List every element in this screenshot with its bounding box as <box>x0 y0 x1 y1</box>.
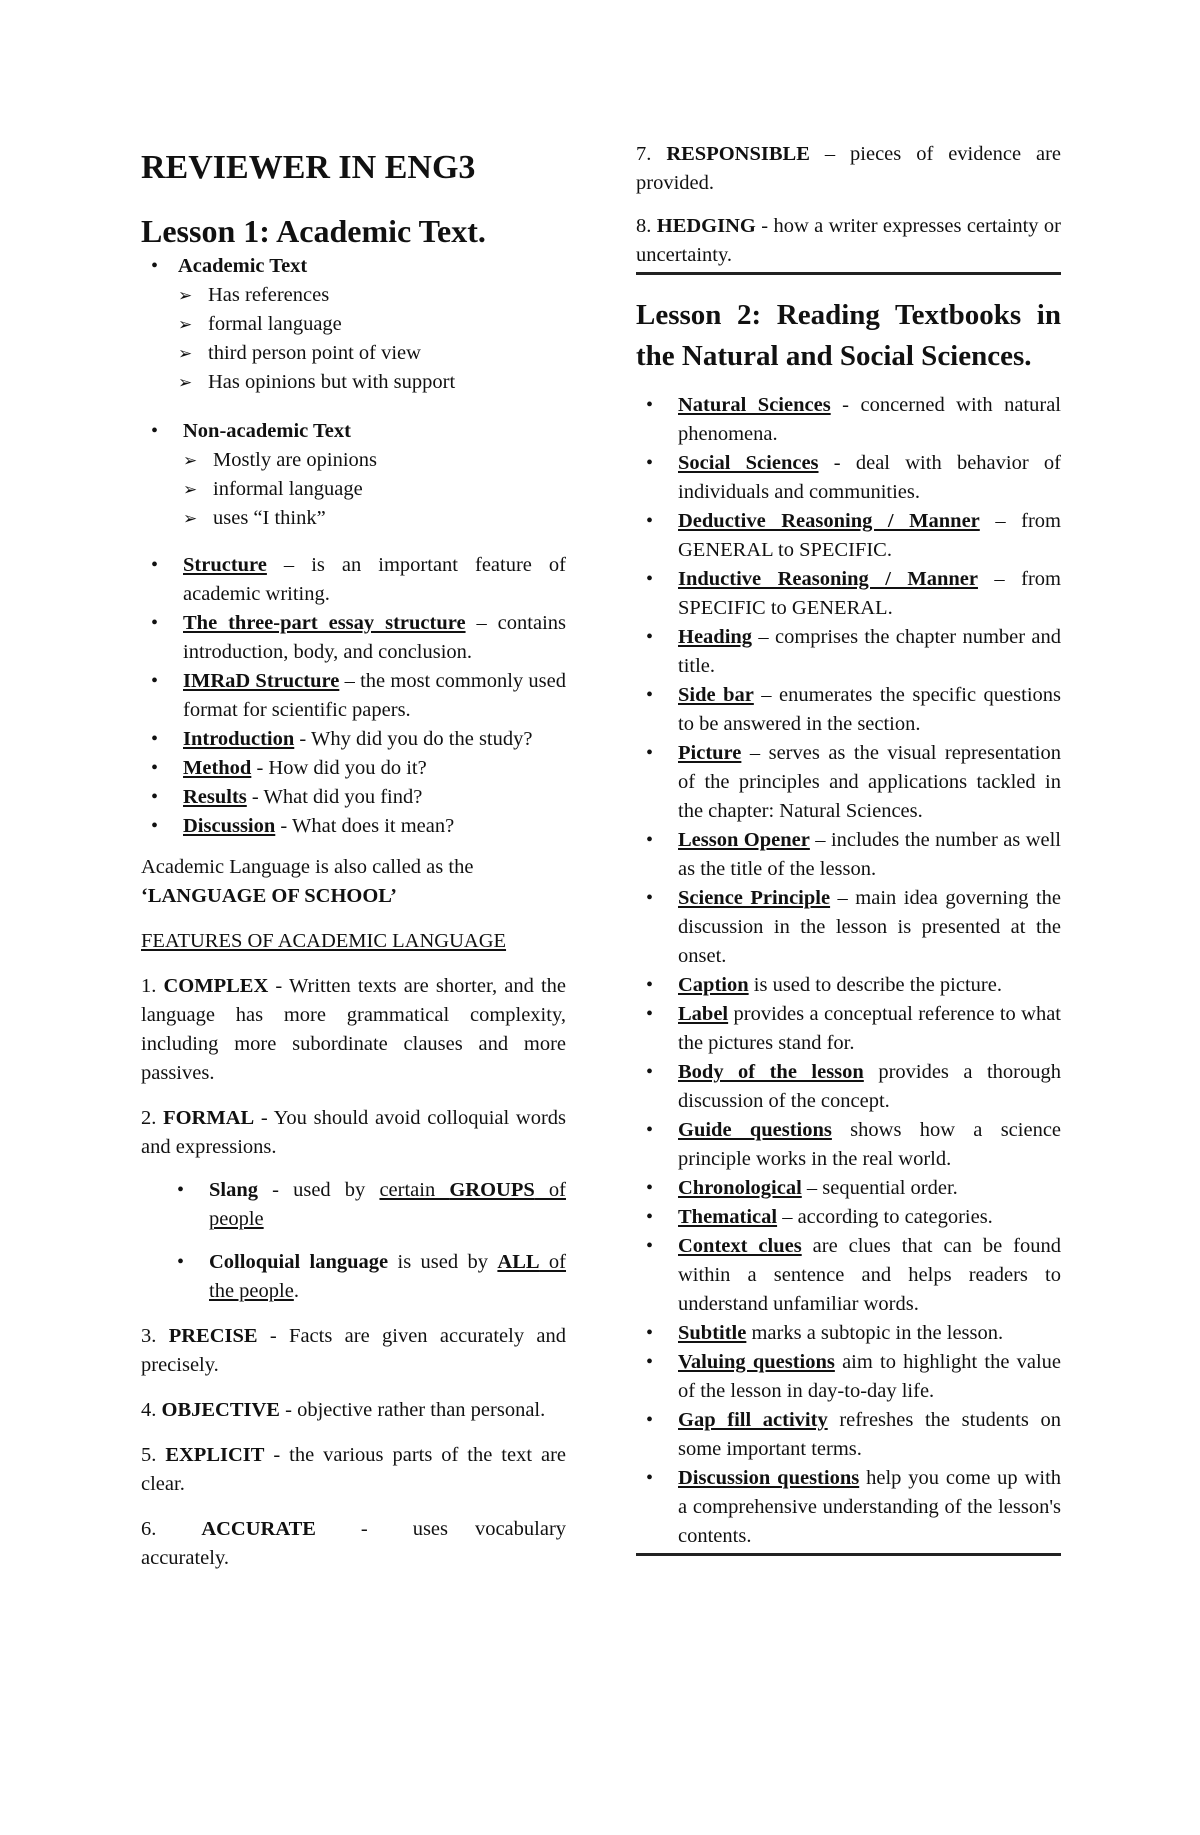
term-separator: – <box>809 829 831 851</box>
academic-text-label: Academic Text <box>178 255 308 277</box>
term-label: Natural Sciences <box>678 394 831 416</box>
list-item <box>636 971 1061 1000</box>
list-item <box>141 783 566 812</box>
feature-separator: - <box>257 1325 290 1347</box>
term-label: Discussion <box>183 815 276 837</box>
feature-definition: objective rather than personal. <box>297 1399 546 1421</box>
term-separator: - <box>294 728 311 750</box>
term-separator <box>832 1119 850 1141</box>
term-separator <box>802 1235 813 1257</box>
term-label: Inductive Reasoning / Manner <box>678 568 978 590</box>
term-definition: are clues that can be found within a sentence and helps readers to understand unfamiliar words. <box>678 1235 1062 1315</box>
feature-name: HEDGING <box>656 215 756 237</box>
document-title: REVIEWER IN ENG3 <box>141 149 476 186</box>
term-definition: provides a thorough discussion of the concept. <box>678 1061 1061 1112</box>
list-item: ➢ uses “I think” <box>183 504 566 533</box>
formal-sub-list <box>167 1176 566 1306</box>
term-definition: from GENERAL to SPECIFIC. <box>678 510 1062 561</box>
feature-name: RESPONSIBLE <box>666 143 810 165</box>
feature-name: OBJECTIVE <box>161 1399 280 1421</box>
list-item <box>636 1203 1061 1232</box>
term-label: Slang <box>209 1179 258 1201</box>
feature-definition: Facts are given accurately and precisely. <box>141 1325 567 1376</box>
term-label: Thematical <box>678 1206 778 1228</box>
list-item: ➢ formal language <box>178 310 566 339</box>
term-definition: Why did you do the study? <box>310 728 533 750</box>
term-label: IMRaD Structure <box>183 670 340 692</box>
list-item <box>636 1000 1061 1058</box>
list-item <box>636 623 1061 681</box>
term-definition: is an important feature of academic writing. <box>183 554 567 605</box>
non-academic-text-item <box>141 417 566 533</box>
list-item <box>141 754 566 783</box>
list-item <box>636 826 1061 884</box>
term-label: Colloquial language <box>209 1251 389 1273</box>
list-item <box>636 1348 1061 1406</box>
term-definition: sequential order. <box>822 1177 958 1199</box>
feature-definition: the various parts of the text are clear. <box>141 1444 566 1495</box>
term-definition: What did you find? <box>263 786 423 808</box>
list-item <box>636 1116 1061 1174</box>
feature-separator: - <box>268 975 289 997</box>
term-label: Science Principle <box>678 887 831 909</box>
list-item <box>636 1319 1061 1348</box>
term-definition: the most commonly used format for scientific papers. <box>183 670 566 721</box>
term-separator: – <box>977 568 1022 590</box>
term-definition: refreshes the students on some important terms. <box>678 1409 1062 1460</box>
term-label: Gap fill activity <box>678 1409 828 1431</box>
term-separator: – <box>266 554 312 576</box>
feature-number: 5. <box>141 1444 157 1466</box>
term-separator: - <box>251 757 269 779</box>
academic-text-list <box>141 252 566 397</box>
list-item: ➢ Has references <box>178 281 566 310</box>
term-label: Body of the lesson <box>678 1061 864 1083</box>
term-separator <box>864 1061 878 1083</box>
non-academic-text-list <box>141 417 566 533</box>
feature-number: 8. <box>636 215 652 237</box>
term-separator: – <box>752 626 775 648</box>
term-separator: – <box>979 510 1022 532</box>
list-item <box>636 1464 1061 1551</box>
term-definition: contains introduction, body, and conclusion. <box>183 612 566 663</box>
list-item: ➢ Has opinions but with support <box>178 368 566 397</box>
term-separator <box>828 1409 840 1431</box>
term-definition: marks a subtopic in the lesson. <box>751 1322 1004 1344</box>
slang-underlined: certain <box>379 1179 450 1201</box>
lesson1-terms-list <box>141 551 566 841</box>
section-divider <box>636 1553 1061 1556</box>
term-label: Introduction <box>183 728 295 750</box>
term-label: Label <box>678 1003 729 1025</box>
term-label: The three-part essay structure <box>183 612 466 634</box>
term-label: Structure <box>183 554 267 576</box>
section-divider <box>636 272 1061 275</box>
feature-number: 1. <box>141 975 157 997</box>
feature-name: FORMAL <box>163 1107 255 1129</box>
feature-number: 7. <box>636 143 652 165</box>
term-label: Chronological <box>678 1177 802 1199</box>
term-separator: – <box>753 684 780 706</box>
term-definition: main idea governing the discussion in the lesson is presented at the onset. <box>678 887 1061 967</box>
slang-underlined-end: of people <box>209 1179 567 1230</box>
feature-separator: - <box>755 215 774 237</box>
academic-text-features <box>166 281 566 397</box>
list-item <box>636 884 1061 971</box>
term-label: Caption <box>678 974 749 996</box>
list-item <box>141 725 566 754</box>
list-item <box>167 1176 566 1234</box>
list-item: ➢ Mostly are opinions <box>183 446 566 475</box>
list-item: ➢ informal language <box>183 475 566 504</box>
list-item <box>636 507 1061 565</box>
non-academic-text-features <box>171 446 566 533</box>
feature-separator: - <box>315 1518 413 1540</box>
right-column <box>636 140 1061 1556</box>
term-separator: – <box>339 670 361 692</box>
term-definition: provides a conceptual reference to what the pictures stand for. <box>678 1003 1062 1054</box>
feature-name: PRECISE <box>168 1325 258 1347</box>
academic-text-item <box>141 252 566 397</box>
term-definition: shows how a science principle works in the real world. <box>678 1119 1062 1170</box>
academic-language-intro: Academic Language is also called as the <box>141 856 474 878</box>
list-item <box>636 391 1061 449</box>
term-separator: – <box>777 1206 798 1228</box>
feature-item <box>141 972 566 1088</box>
term-definition: deal with behavior of individuals and communities. <box>678 452 1062 503</box>
term-definition: aim to highlight the value of the lesson in day-to-day life. <box>678 1351 1062 1402</box>
list-item <box>167 1248 566 1306</box>
term-label: Picture <box>678 742 742 764</box>
feature-definition: how a writer expresses certainty or uncertainty. <box>636 215 1061 266</box>
left-column <box>141 140 566 1589</box>
feature-separator: - <box>279 1399 298 1421</box>
lesson2-terms-list <box>636 391 1061 1551</box>
term-definition: What does it mean? <box>292 815 455 837</box>
term-label: Side bar <box>678 684 754 706</box>
colloquial-underlined-bold: ALL <box>497 1251 540 1273</box>
term-label: Results <box>183 786 247 808</box>
term-label: Context clues <box>678 1235 802 1257</box>
term-label: Deductive Reasoning / Manner <box>678 510 980 532</box>
lesson1-title: Lesson 1: Academic Text. <box>141 213 486 249</box>
colloquial-underlined: of the people <box>209 1251 567 1302</box>
term-label: Discussion questions <box>678 1467 860 1489</box>
feature-number: 4. <box>141 1399 157 1421</box>
list-item <box>636 739 1061 826</box>
feature-item <box>141 1322 566 1380</box>
list-item <box>636 1058 1061 1116</box>
term-separator: - <box>246 786 264 808</box>
term-label: Social Sciences <box>678 452 819 474</box>
term-label: Heading <box>678 626 753 648</box>
list-item <box>141 812 566 841</box>
feature-number: 6. <box>141 1518 157 1540</box>
term-separator: - <box>818 452 856 474</box>
term-label: Guide questions <box>678 1119 832 1141</box>
slang-underlined-bold: GROUPS <box>449 1179 535 1201</box>
list-item <box>636 565 1061 623</box>
term-definition: help you come up with a comprehensive understanding of the lesson's contents. <box>678 1467 1062 1547</box>
list-item <box>636 1232 1061 1319</box>
term-separator: – <box>741 742 769 764</box>
term-label: Method <box>183 757 252 779</box>
list-item <box>141 551 566 609</box>
term-definition: enumerates the specific questions to be answered in the section. <box>678 684 1061 735</box>
feature-item <box>636 212 1061 270</box>
term-definition: includes the number as well as the title of the lesson. <box>678 829 1061 880</box>
list-item <box>141 609 566 667</box>
term-definition: concerned with natural phenomena. <box>678 394 1062 445</box>
features-heading: FEATURES OF ACADEMIC LANGUAGE <box>141 930 507 952</box>
feature-definition: uses vocabulary accurately. <box>141 1518 567 1569</box>
list-item <box>636 681 1061 739</box>
list-item <box>636 449 1061 507</box>
feature-name: EXPLICIT <box>165 1444 265 1466</box>
feature-item <box>141 1515 566 1573</box>
list-item: ➢ third person point of view <box>178 339 566 368</box>
feature-number: 3. <box>141 1325 157 1347</box>
term-definition: comprises the chapter number and title. <box>678 626 1061 677</box>
term-separator <box>835 1351 842 1373</box>
feature-separator: - <box>254 1107 274 1129</box>
academic-language-paragraph <box>141 853 566 911</box>
colloquial-text: is used by <box>388 1251 498 1273</box>
list-item <box>636 1406 1061 1464</box>
feature-definition: pieces of evidence are provided. <box>636 143 1062 194</box>
term-label: Subtitle <box>678 1322 747 1344</box>
feature-number: 2. <box>141 1107 157 1129</box>
feature-name: ACCURATE <box>201 1518 316 1540</box>
term-label: Lesson Opener <box>678 829 810 851</box>
term-definition: How did you do it? <box>268 757 427 779</box>
feature-definition: Written texts are shorter, and the language has more grammatical complexity, including more subordinate clauses and more passives. <box>141 975 566 1084</box>
term-separator: – <box>830 887 856 909</box>
academic-language-name: ‘LANGUAGE OF SCHOOL’ <box>141 885 397 907</box>
term-definition: according to categories. <box>797 1206 993 1228</box>
lesson2-title: Lesson 2: Reading Textbooks in the Natural and Social Sciences. <box>636 299 1061 372</box>
feature-separator: – <box>809 143 851 165</box>
term-separator: - <box>830 394 861 416</box>
term-separator: – <box>801 1177 823 1199</box>
list-item <box>141 667 566 725</box>
term-definition: serves as the visual representation of the principles and applications tackled in the chapter: Natural Sciences. <box>678 742 1061 822</box>
term-definition: is used to describe the picture. <box>753 974 1002 996</box>
feature-item <box>141 1441 566 1499</box>
non-academic-text-label: Non-academic Text <box>183 420 351 442</box>
term-definition: from SPECIFIC to GENERAL. <box>678 568 1062 619</box>
term-separator: - <box>275 815 292 837</box>
term-separator: – <box>465 612 498 634</box>
feature-item <box>141 1104 566 1162</box>
feature-item <box>141 1396 566 1425</box>
list-item <box>636 1174 1061 1203</box>
feature-name: COMPLEX <box>163 975 269 997</box>
feature-item <box>636 140 1061 198</box>
term-label: Valuing questions <box>678 1351 835 1373</box>
colloquial-end: . <box>293 1280 299 1302</box>
feature-separator: - <box>264 1444 290 1466</box>
slang-text: - used by <box>258 1179 380 1201</box>
feature-definition: You should avoid colloquial words and expressions. <box>141 1107 567 1158</box>
